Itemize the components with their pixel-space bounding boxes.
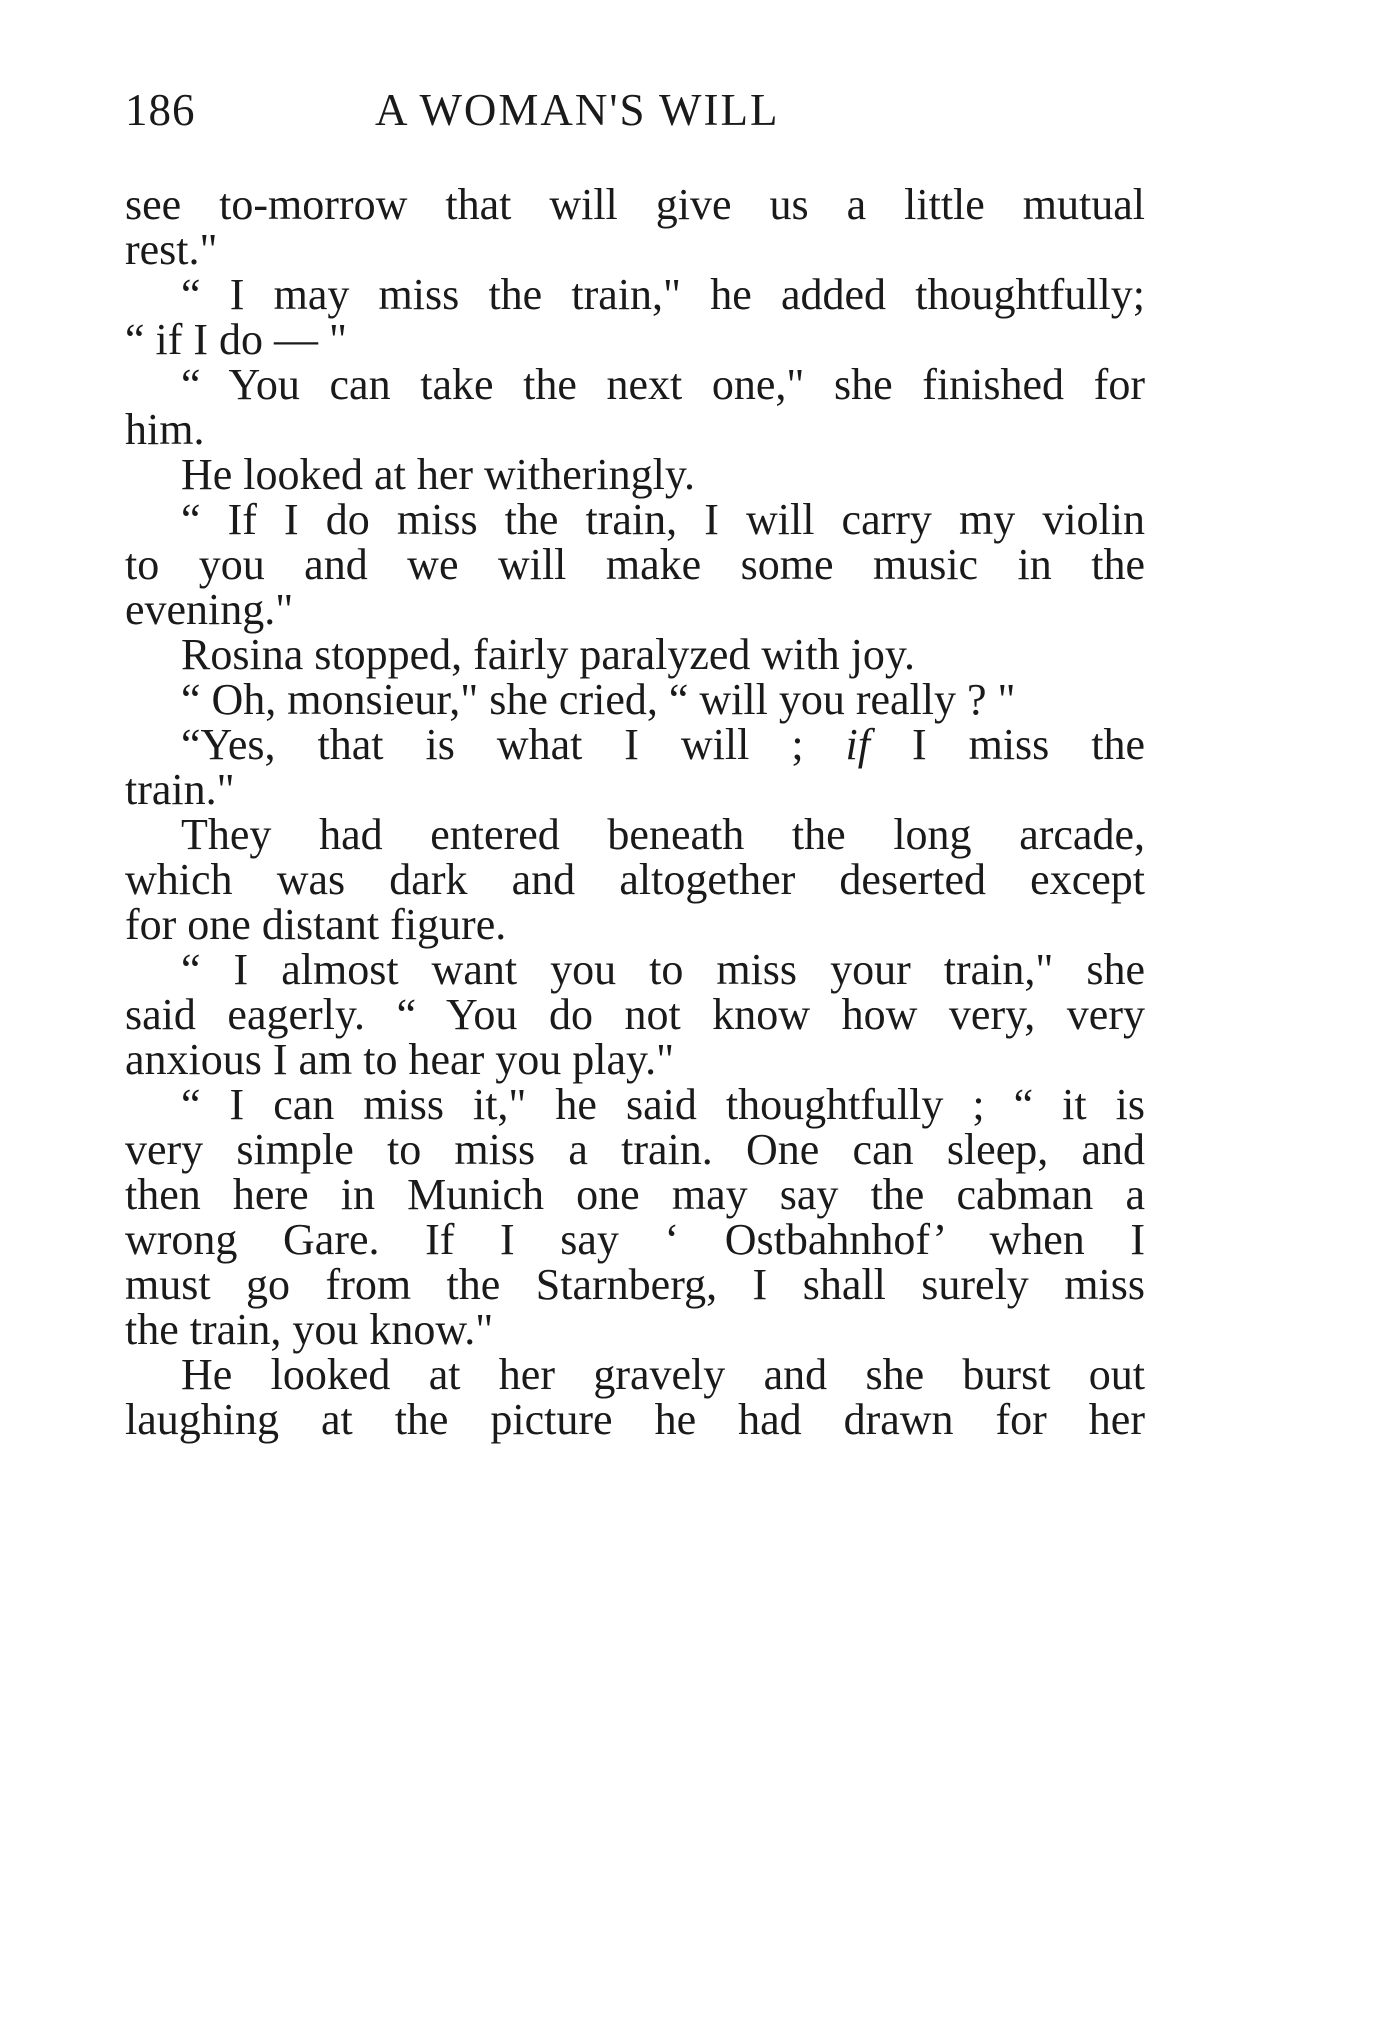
text-line: see to-morrow that will give us a little mutual (125, 180, 1145, 229)
text-line: “ I may miss the train," he added thoughtfully; (181, 270, 1145, 319)
text-line: him. (125, 405, 205, 454)
text-line: “ Oh, monsieur," she cried, “ will you really ? " (181, 675, 1016, 724)
text-line: the train, you know." (125, 1305, 494, 1354)
text-line: He looked at her gravely and she burst out (181, 1350, 1145, 1399)
running-head (125, 80, 1145, 140)
text-segment: I miss the (870, 720, 1146, 769)
page-number: 186 (125, 85, 196, 135)
text-line: “ You can take the next one," she finished for (181, 360, 1145, 409)
text-line: which was dark and altogether deserted except (125, 855, 1145, 904)
text-line: He looked at her witheringly. (181, 450, 695, 499)
italic-if: if (845, 720, 870, 769)
running-title: A WOMAN'S WILL (375, 85, 780, 135)
text-line: for one distant figure. (125, 900, 507, 949)
text-line: to you and we will make some music in the (125, 540, 1145, 589)
text-line: laughing at the picture he had drawn for her (125, 1395, 1145, 1444)
text-line: “ I can miss it," he said thoughtfully ; “ it is (181, 1080, 1145, 1129)
text-line: very simple to miss a train. One can sleep, and (125, 1125, 1145, 1174)
text-line: said eagerly. “ You do not know how very, very (125, 990, 1145, 1039)
text-segment: “Yes, that is what I will ; (181, 720, 804, 769)
text-line: “ If I do miss the train, I will carry my violin (181, 495, 1145, 544)
text-line: then here in Munich one may say the cabman a (125, 1170, 1145, 1219)
text-line: “ if I do — " (125, 315, 348, 364)
text-line: must go from the Starnberg, I shall surely miss (125, 1260, 1145, 1309)
text-line: wrong Gare. If I say ‘ Ostbahnhof’ when I (125, 1215, 1145, 1264)
text-line: Rosina stopped, fairly paralyzed with joy. (181, 630, 915, 679)
text-line: They had entered beneath the long arcade, (181, 810, 1145, 859)
text-line: “ I almost want you to miss your train," she (181, 945, 1145, 994)
text-line: train." (125, 765, 235, 814)
text-line: rest." (125, 225, 218, 274)
text-line: evening." (125, 585, 294, 634)
text-line: anxious I am to hear you play." (125, 1035, 675, 1084)
